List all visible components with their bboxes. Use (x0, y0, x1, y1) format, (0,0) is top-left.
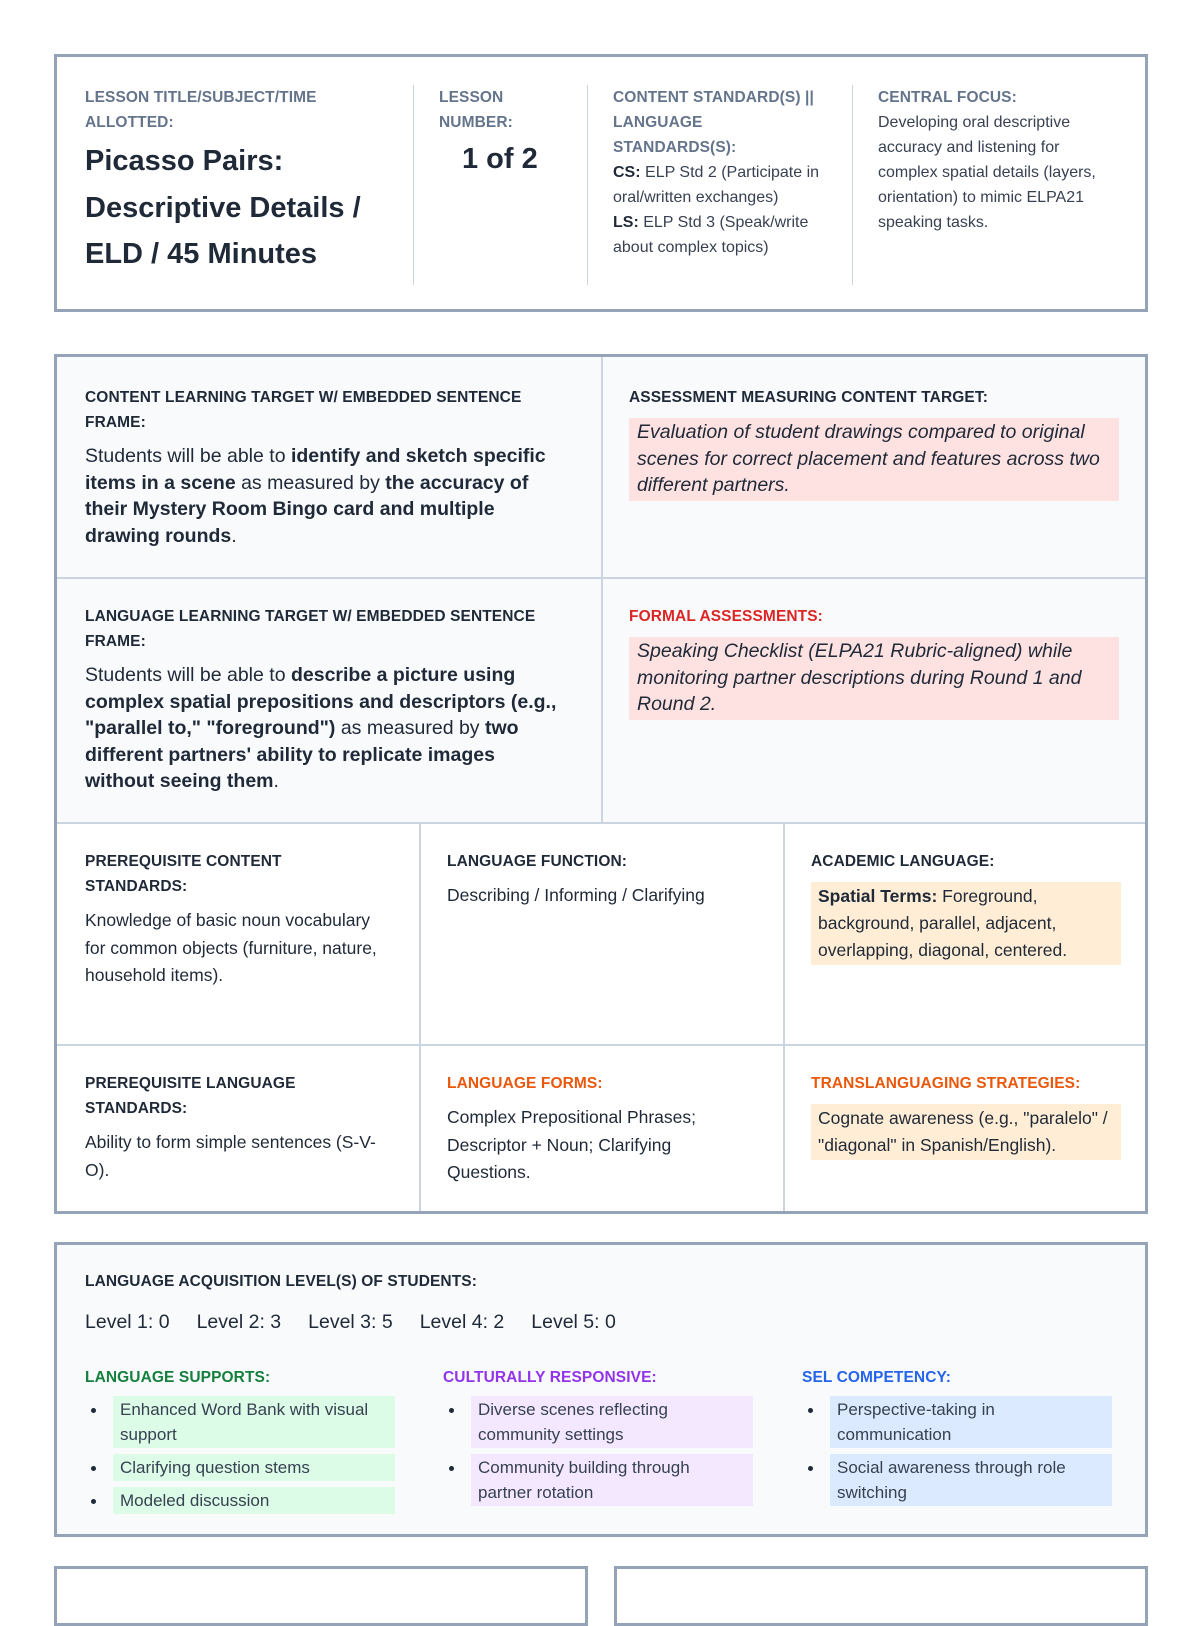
cs-label: CS: (613, 164, 641, 181)
student-levels-section (54, 1242, 1148, 1537)
prereq-content-cell (85, 849, 385, 990)
list-item-text: Perspective-taking in communication (830, 1396, 1112, 1448)
grid-divider (783, 823, 785, 1211)
lesson-number-section (439, 85, 569, 177)
assessment-content-cell (629, 385, 1119, 501)
translanguaging-label: TRANSLANGUAGING STRATEGIES: (811, 1075, 1081, 1092)
content-standard (613, 160, 827, 210)
level-count: Level 2: 3 (196, 1311, 282, 1333)
list-item (85, 1487, 395, 1514)
ls-text: ELP Std 3 (Speak/write about complex topics) (613, 214, 809, 256)
translanguaging-cell (811, 1071, 1121, 1160)
language-forms-cell (447, 1071, 747, 1187)
text-part: as measured by (335, 717, 485, 739)
prereq-content-label: PREREQUISITE CONTENT STANDARDS: (85, 853, 282, 895)
lesson-number-label: LESSON NUMBER: (439, 89, 513, 131)
header-divider (852, 85, 853, 285)
language-function-cell (447, 849, 757, 910)
central-focus-section (878, 85, 1118, 235)
level-count: Level 1: 0 (85, 1311, 170, 1333)
informal-assessments-box (614, 1566, 1148, 1626)
text-part: as measured by (235, 471, 386, 494)
spatial-terms-list: Foreground, background, parallel, adjacent, overlapping, diagonal, centered. (818, 886, 1068, 960)
prereq-language-label: PREREQUISITE LANGUAGE STANDARDS: (85, 1075, 296, 1117)
language-supports-list (85, 1396, 395, 1514)
levels-row (85, 1311, 616, 1334)
grid-divider (419, 823, 421, 1211)
academic-language-label: ACADEMIC LANGUAGE: (811, 853, 995, 870)
sel-competency-label: SEL COMPETENCY: (802, 1369, 952, 1386)
prereq-language-text: Ability to form simple sentences (S-V-O). (85, 1132, 376, 1180)
language-target-cell (85, 604, 565, 795)
language-forms-text: Complex Prepositional Phrases; Descriptor + Noun; Clarifying Questions. (447, 1107, 697, 1182)
standards-label: CONTENT STANDARD(S) || LANGUAGE STANDARDS(S): (613, 89, 814, 156)
culturally-responsive-column (443, 1365, 753, 1512)
language-function-label: LANGUAGE FUNCTION: (447, 853, 628, 870)
assessment-content-text: Evaluation of student drawings compared to original scenes for correct placement and features across two different partners. (629, 418, 1119, 501)
formal-assessments-cell (629, 604, 1119, 720)
level-count: Level 4: 2 (419, 1311, 505, 1333)
text-emphasis: two different partners' ability to replicate images without seeing them (85, 717, 519, 792)
level-count: Level 5: 0 (531, 1311, 616, 1333)
ls-label: LS: (613, 214, 639, 231)
targets-grid (54, 354, 1148, 1214)
lesson-header (54, 54, 1148, 312)
prereq-content-text: Knowledge of basic noun vocabulary for common objects (furniture, nature, household items). (85, 910, 377, 985)
header-divider (587, 85, 588, 285)
list-item-text: Modeled discussion (113, 1487, 395, 1514)
language-target-text (85, 662, 565, 795)
lesson-title-label: LESSON TITLE/SUBJECT/TIME ALLOTTED: (85, 89, 317, 131)
level-count: Level 3: 5 (308, 1311, 393, 1333)
translanguaging-text: Cognate awareness (e.g., "paralelo" / "diagonal" in Spanish/English). (811, 1104, 1121, 1160)
list-item (85, 1396, 395, 1448)
academic-language-cell (811, 849, 1121, 965)
text-part: . (231, 524, 237, 547)
text-part: Students will be able to (85, 445, 291, 467)
academic-language-text (811, 882, 1121, 965)
levels-label: LANGUAGE ACQUISITION LEVEL(S) OF STUDENTS: (85, 1273, 477, 1290)
language-target-label: LANGUAGE LEARNING TARGET W/ EMBEDDED SENTENCE FRAME: (85, 608, 536, 650)
text-emphasis: the accuracy of their Mystery Room Bingo card and multiple drawing rounds (85, 471, 529, 547)
list-item (802, 1454, 1112, 1506)
content-target-cell (85, 385, 555, 549)
culturally-responsive-list (443, 1396, 753, 1506)
grid-divider (57, 1044, 1145, 1046)
standards-section (613, 85, 827, 260)
text-emphasis: describe a picture using complex spatial prepositions and descriptors (e.g., "parallel to," "foreground") (85, 664, 557, 739)
language-supports-column (85, 1365, 395, 1520)
content-target-label: CONTENT LEARNING TARGET W/ EMBEDDED SENTENCE FRAME: (85, 389, 522, 431)
lesson-title: Picasso Pairs: Descriptive Details / ELD / 45 Minutes (85, 145, 361, 270)
list-item-text: Clarifying question stems (113, 1454, 395, 1481)
sel-competency-column (802, 1365, 1112, 1512)
content-target-text (85, 443, 555, 549)
spatial-terms-label: Spatial Terms: (818, 886, 938, 906)
list-item-text: Social awareness through role switching (830, 1454, 1112, 1506)
language-forms-label: LANGUAGE FORMS: (447, 1075, 603, 1092)
list-item-text: Community building through partner rotation (471, 1454, 753, 1506)
list-item-text: Enhanced Word Bank with visual support (113, 1396, 395, 1448)
list-item (443, 1454, 753, 1506)
list-item (85, 1454, 395, 1481)
list-item (443, 1396, 753, 1448)
list-item (802, 1396, 1112, 1448)
text-part: Students will be able to (85, 664, 291, 686)
lesson-number: 1 of 2 (462, 143, 538, 175)
grid-divider (601, 357, 603, 823)
language-standard (613, 210, 827, 260)
language-function-text: Describing / Informing / Clarifying (447, 885, 705, 905)
central-focus-label: CENTRAL FOCUS: (878, 89, 1017, 106)
list-item-text: Diverse scenes reflecting community settings (471, 1396, 753, 1448)
language-supports-label: LANGUAGE SUPPORTS: (85, 1369, 271, 1386)
formal-assessments-label: FORMAL ASSESSMENTS: (629, 608, 823, 625)
prereq-language-cell (85, 1071, 395, 1184)
cs-text: ELP Std 2 (Participate in oral/written exchanges) (613, 164, 820, 206)
assessment-content-label: ASSESSMENT MEASURING CONTENT TARGET: (629, 389, 988, 406)
text-emphasis: identify and sketch specific items in a scene (85, 445, 546, 494)
lesson-title-section (85, 85, 385, 278)
central-focus-text: Developing oral descriptive accuracy and listening for complex spatial details (layers, orientation) to mimic ELPA21 speaking tasks. (878, 114, 1096, 231)
header-divider (413, 85, 414, 285)
materials-box (54, 1566, 588, 1626)
formal-assessments-text: Speaking Checklist (ELPA21 Rubric-aligned) while monitoring partner descriptions during Round 1 and Round 2. (629, 637, 1119, 720)
text-part: . (273, 770, 279, 792)
sel-competency-list (802, 1396, 1112, 1506)
culturally-responsive-label: CULTURALLY RESPONSIVE: (443, 1369, 657, 1386)
